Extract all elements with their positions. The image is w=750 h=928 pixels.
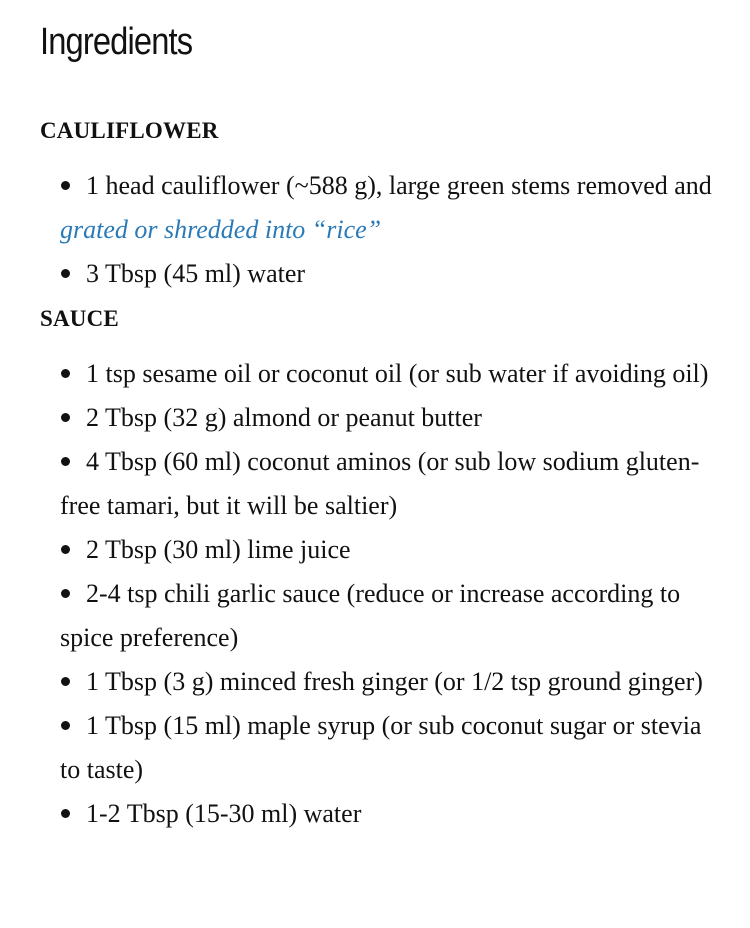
sauce-list (40, 352, 720, 836)
bullet-icon (61, 809, 70, 818)
item-text: 2 Tbsp (30 ml) lime juice (86, 535, 351, 564)
bullet-icon (61, 181, 70, 190)
list-item (40, 352, 720, 396)
page-title: Ingredients (40, 21, 193, 63)
item-text: 4 Tbsp (60 ml) coconut aminos (or sub low sodium gluten-free tamari, but it will be saltier) (60, 447, 700, 520)
item-text: 3 Tbsp (45 ml) water (86, 259, 306, 288)
bullet-icon (61, 457, 70, 466)
cauliflower-list (40, 164, 720, 296)
item-text: 2-4 tsp chili garlic sauce (reduce or increase according to spice preference) (60, 579, 681, 652)
list-item (40, 164, 720, 252)
item-text: 2 Tbsp (32 g) almond or peanut butter (86, 403, 482, 432)
list-item (40, 528, 720, 572)
item-text: 1 Tbsp (15 ml) maple syrup (or sub coconut sugar or stevia to taste) (60, 711, 702, 784)
list-item (40, 440, 720, 528)
list-item (40, 396, 720, 440)
group-heading-sauce: SAUCE (40, 306, 119, 331)
bullet-icon (61, 369, 70, 378)
bullet-icon (61, 589, 70, 598)
bullet-icon (61, 269, 70, 278)
bullet-icon (61, 545, 70, 554)
group-heading-cauliflower: CAULIFLOWER (40, 118, 219, 143)
item-text: 1-2 Tbsp (15-30 ml) water (86, 799, 362, 828)
item-text: 1 head cauliflower (~588 g), large green stems removed and (86, 171, 712, 200)
list-item (40, 792, 720, 836)
bullet-icon (61, 413, 70, 422)
bullet-icon (61, 677, 70, 686)
item-text: 1 Tbsp (3 g) minced fresh ginger (or 1/2 tsp ground ginger) (86, 667, 703, 696)
list-item (40, 660, 720, 704)
cauliflower-group (40, 116, 720, 296)
item-text: 1 tsp sesame oil or coconut oil (or sub water if avoiding oil) (86, 359, 709, 388)
list-item (40, 572, 720, 660)
list-item (40, 704, 720, 792)
sauce-group (40, 304, 720, 836)
rice-link[interactable]: grated or shredded into “rice” (60, 215, 382, 244)
list-item (40, 252, 720, 296)
bullet-icon (61, 721, 70, 730)
